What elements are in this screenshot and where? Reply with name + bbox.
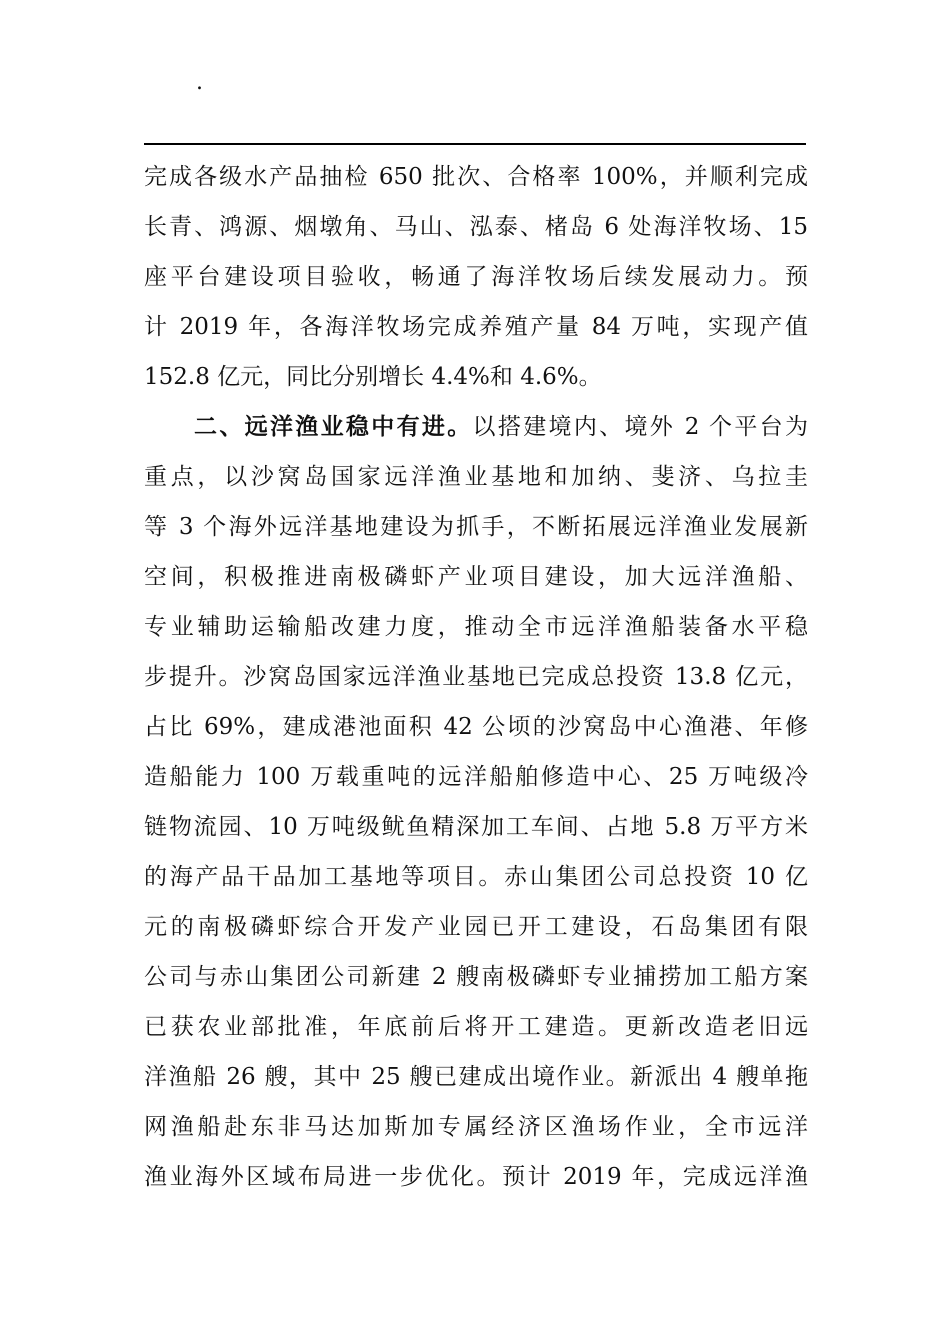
text-line: 152.8 亿元，同比分别增长 4.4%和 4.6%。 (144, 364, 602, 390)
text-line: 步提升。沙窝岛国家远洋渔业基地已完成总投资 13.8 亿元， (144, 664, 808, 690)
header-mark: . (196, 70, 203, 95)
paragraph-1 (144, 152, 808, 402)
text-line: 重点，以沙窝岛国家远洋渔业基地和加纳、斐济、乌拉圭 (144, 464, 808, 490)
text-line: 计 2019 年，各海洋牧场完成养殖产量 84 万吨，实现产值 (144, 314, 808, 340)
text-line: 链物流园、10 万吨级鱿鱼精深加工车间、占地 5.8 万平方米 (144, 814, 808, 840)
paragraph-2 (144, 402, 808, 1202)
text-line: 的海产品干品加工基地等项目。赤山集团公司总投资 10 亿 (144, 864, 808, 890)
text-line: 洋渔船 26 艘，其中 25 艘已建成出境作业。新派出 4 艘单拖 (144, 1064, 808, 1090)
text-line: 元的南极磷虾综合开发产业园已开工建设，石岛集团有限 (144, 914, 808, 940)
text-line: 等 3 个海外远洋基地建设为抓手，不断拓展远洋渔业发展新 (144, 514, 808, 540)
section-heading: 二、远洋渔业稳中有进。 (194, 414, 473, 440)
text-line: 空间，积极推进南极磷虾产业项目建设，加大远洋渔船、 (144, 564, 808, 590)
header-rule (144, 143, 806, 145)
text-line: 公司与赤山集团公司新建 2 艘南极磷虾专业捕捞加工船方案 (144, 964, 808, 990)
text-line: 占比 69%，建成港池面积 42 公顷的沙窝岛中心渔港、年修 (144, 714, 808, 740)
document-body (144, 152, 808, 1202)
text-line: 造船能力 100 万载重吨的远洋船舶修造中心、25 万吨级冷 (144, 764, 808, 790)
text-line: 渔业海外区域布局进一步优化。预计 2019 年，完成远洋渔 (144, 1164, 808, 1190)
text-line: 网渔船赴东非马达加斯加专属经济区渔场作业，全市远洋 (144, 1114, 808, 1140)
text-run: 以搭建境内、境外 2 个平台为 (472, 414, 808, 440)
text-line: 专业辅助运输船改建力度，推动全市远洋渔船装备水平稳 (144, 614, 808, 640)
text-line: 长青、鸿源、烟墩角、马山、泓泰、楮岛 6 处海洋牧场、15 (144, 214, 808, 240)
text-line: 座平台建设项目验收，畅通了海洋牧场后续发展动力。预 (144, 264, 808, 290)
text-line (144, 402, 808, 452)
text-line: 完成各级水产品抽检 650 批次、合格率 100%，并顺利完成 (144, 164, 808, 190)
text-line: 已获农业部批准，年底前后将开工建造。更新改造老旧远 (144, 1014, 808, 1040)
